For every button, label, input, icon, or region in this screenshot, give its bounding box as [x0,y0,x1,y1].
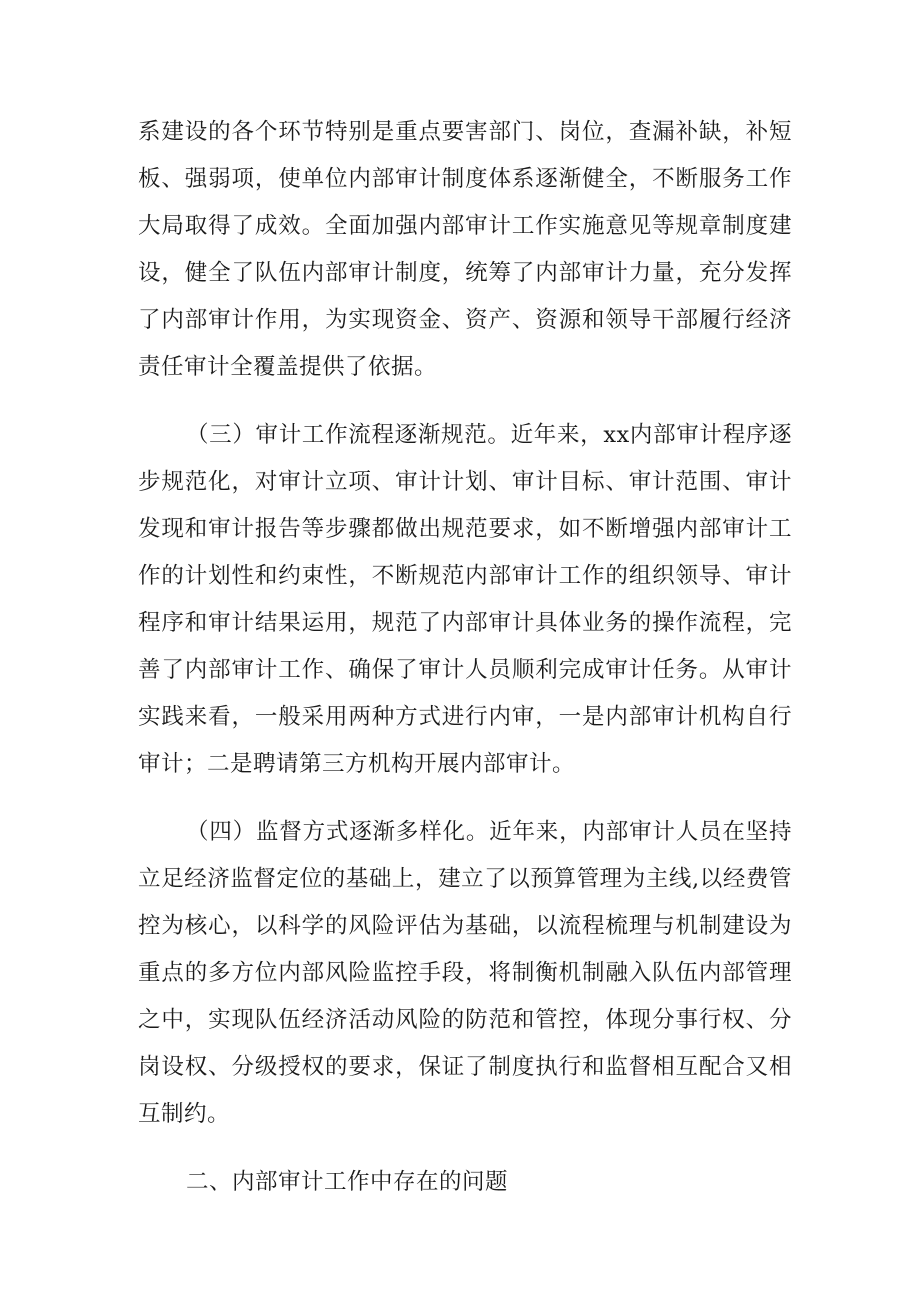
paragraph-3-line-3: 控为核心，以科学的风险评估为基础，以流程梳理与机制建设为 [138,913,792,939]
section-heading: 二、内部审计工作中存在的问题 [186,1169,509,1195]
paragraph-3-line-2: 立足经济监督定位的基础上，建立了以预算管理为主线,以经费管 [138,866,792,892]
paragraph-3-line-1: （四）监督方式逐渐多样化。近年来，内部审计人员在坚持 [186,819,792,845]
paragraph-1-line-2: 板、强弱项，使单位内部审计制度体系逐渐健全，不断服务工作 [138,166,792,192]
paragraph-1-line-5: 了内部审计作用，为实现资金、资产、资源和领导干部履行经济 [138,307,792,333]
paragraph-1-line-6: 责任审计全覆盖提供了依据。 [138,354,438,380]
paragraph-2-line-3: 发现和审计报告等步骤都做出规范要求，如不断增强内部审计工 [138,516,792,542]
paragraph-2-line-2: 步规范化，对审计立项、审计计划、审计目标、审计范围、审计 [138,469,792,495]
paragraph-2-line-6: 善了内部审计工作、确保了审计人员顺利完成审计任务。从审计 [138,657,792,683]
paragraph-3-line-5: 之中，实现队伍经济活动风险的防范和管控，体现分事行权、分 [138,1007,792,1033]
paragraph-3-line-7: 互制约。 [138,1101,231,1127]
paragraph-1-line-3: 大局取得了成效。全面加强内部审计工作实施意见等规章制度建 [138,213,792,239]
paragraph-2-line-8: 审计；二是聘请第三方机构开展内部审计。 [138,751,576,777]
paragraph-1-line-4: 设，健全了队伍内部审计制度，统筹了内部审计力量，充分发挥 [138,260,792,286]
paragraph-3-line-4: 重点的多方位内部风险监控手段，将制衡机制融入队伍内部管理 [138,960,792,986]
paragraph-1-line-1: 系建设的各个环节特别是重点要害部门、岗位，查漏补缺，补短 [138,119,792,145]
paragraph-2-line-1: （三）审计工作流程逐渐规范。近年来，xx内部审计程序逐 [186,422,792,448]
paragraph-2-line-4: 作的计划性和约束性，不断规范内部审计工作的组织领导、审计 [138,563,792,589]
paragraph-2-line-7: 实践来看，一般采用两种方式进行内审，一是内部审计机构自行 [138,704,792,730]
paragraph-3-line-6: 岗设权、分级授权的要求，保证了制度执行和监督相互配合又相 [138,1054,792,1080]
paragraph-2-line-5: 程序和审计结果运用，规范了内部审计具体业务的操作流程，完 [138,610,792,636]
